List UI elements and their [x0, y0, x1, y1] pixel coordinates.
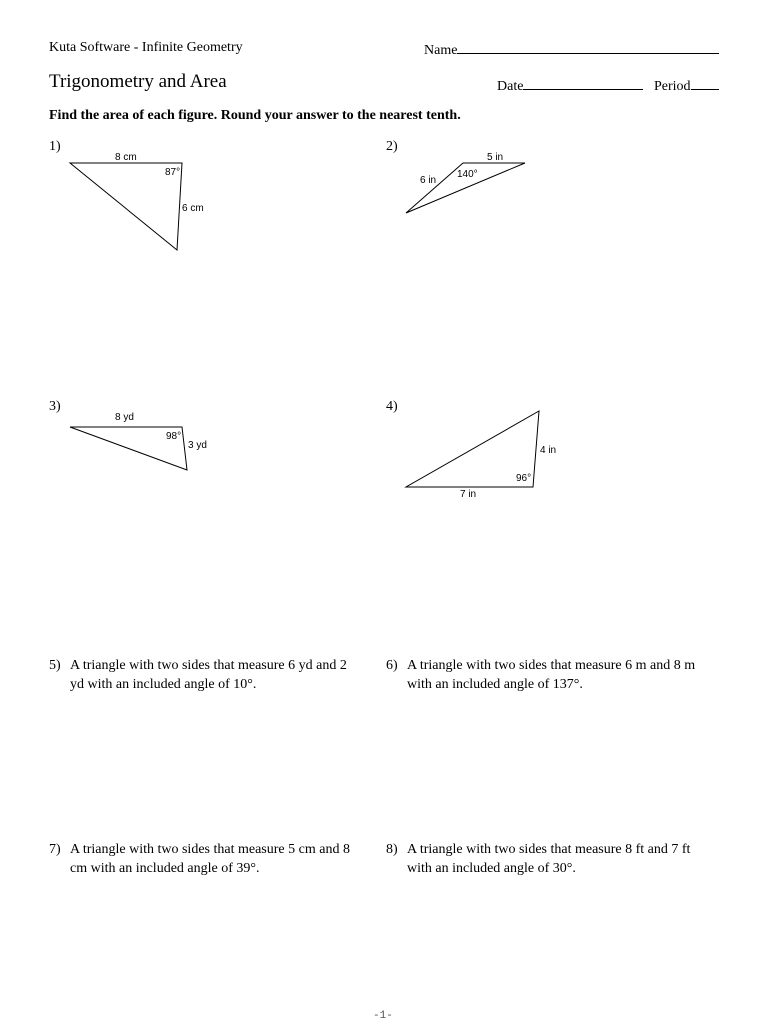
problem-8-number: 8): [386, 842, 398, 857]
figure-3-side-a: 8 yd: [115, 412, 134, 423]
triangle-figure-3: [70, 412, 207, 470]
publisher-label: Kuta Software - Infinite Geometry: [49, 40, 243, 55]
problem-4-number: 4): [386, 399, 398, 414]
figure-2-angle: 140°: [457, 169, 478, 180]
figure-1-side-b: 6 cm: [182, 203, 204, 214]
figure-4-side-b: 4 in: [540, 445, 557, 456]
figure-3-angle: 98°: [166, 431, 182, 442]
page-number: -1-: [373, 1010, 393, 1022]
problem-1-number: 1): [49, 139, 61, 154]
triangle-figure-2: [406, 152, 525, 213]
problem-7-number: 7): [49, 842, 61, 857]
problem-5-text: A triangle with two sides that measure 6 yd and 2 yd with an included angle of 10°.: [70, 658, 347, 692]
problem-3-number: 3): [49, 399, 61, 414]
figure-4-angle: 96°: [516, 473, 532, 484]
figure-4-side-a: 7 in: [460, 489, 477, 500]
worksheet-title: Trigonometry and Area: [49, 71, 227, 92]
triangle-figure-4: [406, 411, 556, 500]
problem-7-text: A triangle with two sides that measure 5 cm and 8 cm with an included angle of 39°.: [70, 842, 350, 876]
figure-2-side-a: 5 in: [487, 152, 504, 163]
problem-6-text: A triangle with two sides that measure 6 m and 8 m with an included angle of 137°.: [407, 658, 696, 692]
triangle-figure-1: [70, 152, 204, 250]
name-label: Name: [424, 43, 458, 58]
problem-5-number: 5): [49, 658, 61, 673]
problem-6-number: 6): [386, 658, 398, 673]
problem-8-text: A triangle with two sides that measure 8 ft and 7 ft with an included angle of 30°.: [407, 842, 691, 876]
figure-1-angle: 87°: [165, 167, 181, 178]
period-label: Period: [654, 79, 691, 94]
figure-2-side-b: 6 in: [420, 175, 437, 186]
figure-1-side-a: 8 cm: [115, 152, 137, 163]
date-label: Date: [497, 79, 524, 94]
instructions: Find the area of each figure. Round your answer to the nearest tenth.: [49, 108, 461, 123]
figure-3-side-b: 3 yd: [188, 440, 207, 451]
problem-2-number: 2): [386, 139, 398, 154]
